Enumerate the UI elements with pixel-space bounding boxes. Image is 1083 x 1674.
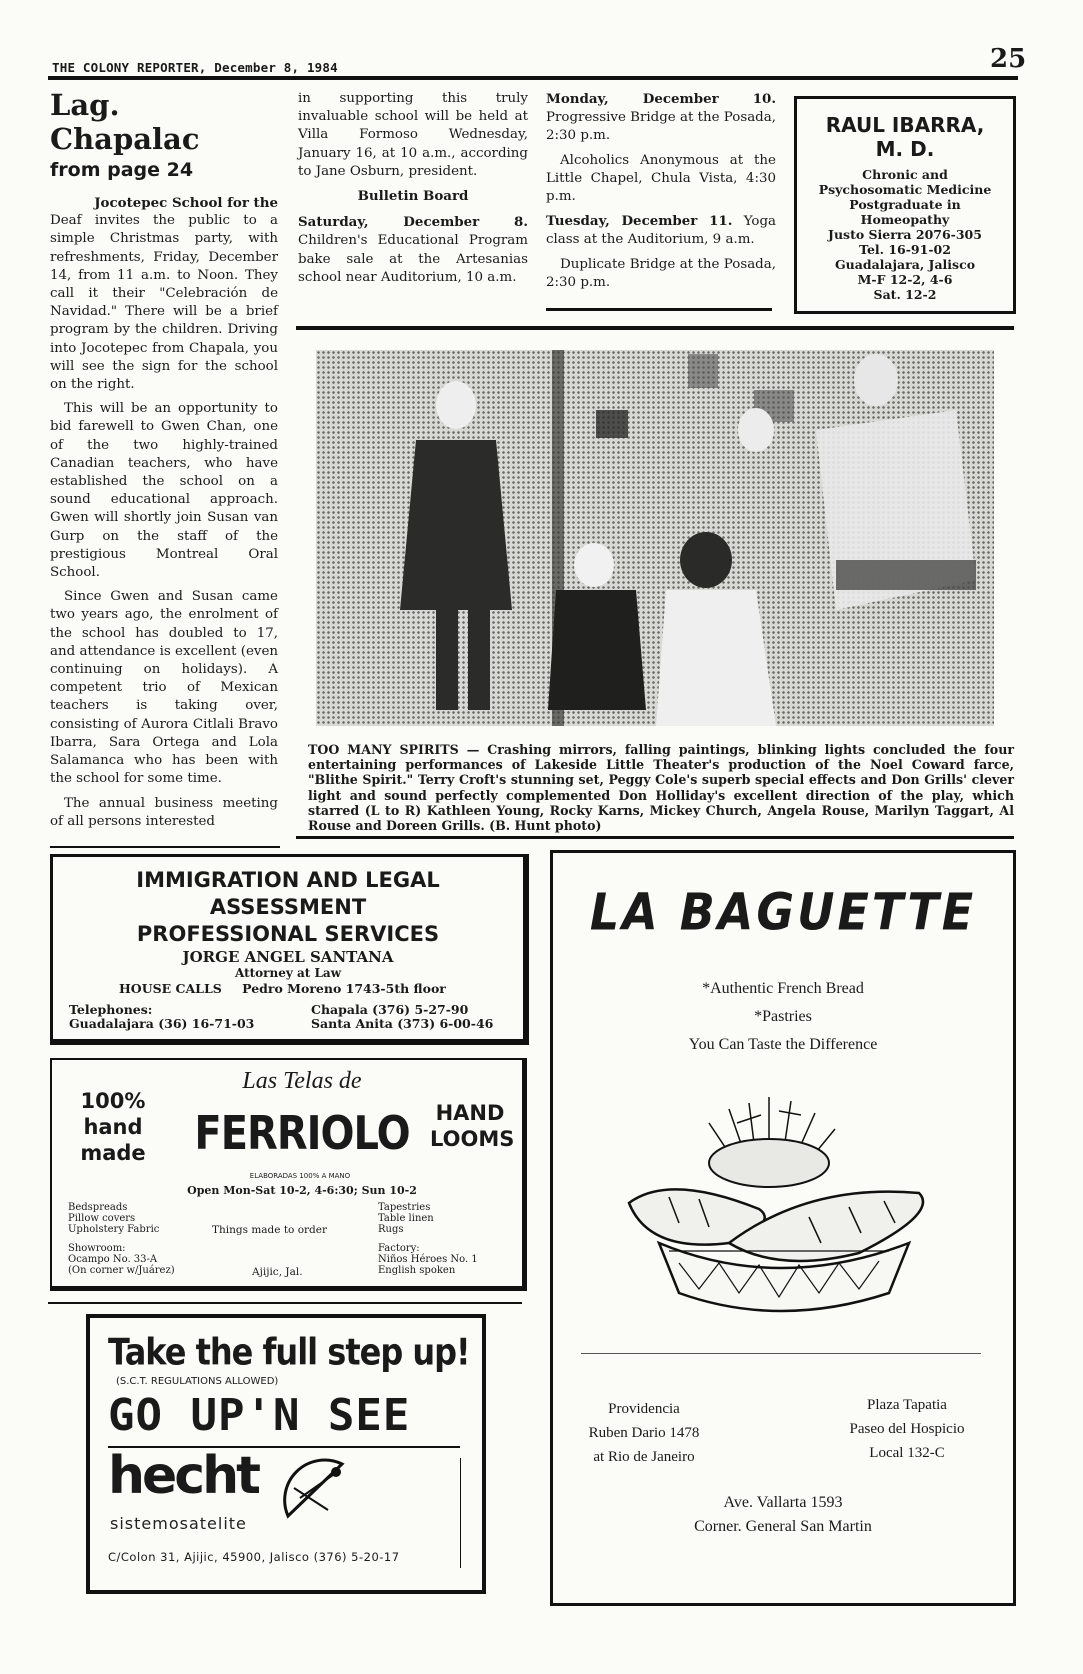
tuesday-body: Yoga class at the Auditorium, 9 a.m. (546, 214, 776, 248)
ferriolo-city: Ajijic, Jal. (252, 1266, 303, 1278)
ad-immigration (50, 854, 529, 1045)
ferriolo-right2: LOOMS (430, 1127, 515, 1151)
article-chapalac (50, 88, 278, 837)
baguette-bottom1: Ave. Vallarta 1593 (723, 1494, 843, 1511)
ferriolo-col2-a: Tapestries (378, 1202, 431, 1213)
hecht-sub: sistemosatelite (110, 1514, 247, 1533)
ibarra-line6: Tel. 16-91-02 (859, 242, 951, 257)
photo-top-rule (296, 326, 1014, 330)
ferriolo-bottom-rule (48, 1302, 522, 1304)
phone-chapala: Chapala (376) 5-27-90 (311, 1002, 469, 1017)
caption-bottom-rule (296, 836, 1014, 839)
ibarra-line4: Homeopathy (860, 212, 950, 227)
monday-body: Progressive Bridge at the Posada, 2:30 p.m. (546, 110, 776, 144)
telephones-label: Telephones: (69, 1002, 153, 1017)
para3: Since Gwen and Susan came two years ago, the enrolment of the school has doubled to 17, and attendance is excellent (even continuing on holidays). A competent trio of Mexican teachers is taking over, consisting of Aurora Citlali Bravo Ibarra, Sara Ortega and Lola Salamanca who has been with the school for some time. (50, 589, 278, 787)
monday-lead: Monday, December 10. (546, 91, 776, 107)
baguette-left1: Providencia (608, 1401, 680, 1417)
ad-baguette (550, 850, 1016, 1606)
hecht-headline: Take the full step up! (108, 1330, 470, 1374)
bulletin-title: Bulletin Board (357, 188, 469, 205)
saturday-lead: Saturday, December 8. (298, 214, 528, 231)
hecht-side-rule (460, 1458, 461, 1568)
alcoholics: Alcoholics Anonymous at the Little Chapel, Chula Vista, 4:30 p.m. (546, 152, 776, 205)
phone-gdl: Guadalajara (36) 16-71-03 (69, 1016, 255, 1031)
baguette-brand: LA BAGUETTE (589, 882, 977, 942)
baguette-line3: You Can Taste the Difference (688, 1036, 878, 1053)
ferriolo-hours: Open Mon-Sat 10-2, 4-6:30; Sun 10-2 (187, 1184, 417, 1197)
ibarra-line7: Guadalajara, Jalisco (834, 257, 976, 272)
baguette-left2: Ruben Dario 1478 (588, 1425, 700, 1441)
masthead: THE COLONY REPORTER, December 8, 1984 (52, 60, 338, 75)
article-right (546, 90, 776, 298)
ibarra-line3: Postgraduate in (849, 197, 961, 212)
immigration-line3: PROFESSIONAL SERVICES (136, 922, 440, 946)
immigration-name: JORGE ANGEL SANTANA (182, 948, 394, 966)
ibarra-line1: Chronic and (862, 167, 948, 182)
immigration-title: Attorney at Law (234, 966, 342, 980)
baguette-line1: *Authentic French Bread (702, 980, 864, 997)
ferriolo-showroom1: Ocampo No. 33-A (68, 1254, 158, 1265)
para2: This will be an opportunity to bid farewell to Gwen Chan, one of the two highly-trained Canadian teachers, who have established the school on a sound educational approach. Gwen will shortly join Susan van Gurp on the staff of the prestigious Montreal Oral School. (50, 401, 278, 581)
middle-para: in supporting this truly invaluable school will be held at Villa Formoso Wednesday, January 16, at 10 a.m., according to Jane Osburn, president. (298, 91, 528, 179)
ferriolo-factory2: English spoken (378, 1265, 456, 1276)
ibarra-title: M. D. (875, 137, 935, 161)
article-middle (298, 90, 528, 287)
baguette-line2: *Pastries (754, 1008, 812, 1025)
ferriolo-col1-c: Upholstery Fabric (68, 1224, 160, 1235)
immigration-line1: IMMIGRATION AND LEGAL (136, 868, 440, 892)
ferriolo-brand: FERRIOLO (194, 1107, 410, 1161)
ferriolo-col1-a: Bedspreads (68, 1202, 128, 1213)
ferriolo-showroom-label: Showroom: (68, 1243, 126, 1254)
hecht-brand: hecht (108, 1446, 258, 1506)
ad-ferriolo (50, 1058, 527, 1291)
ferriolo-left2: hand (83, 1115, 143, 1139)
ferriolo-showroom2: (On corner w/Juárez) (68, 1265, 175, 1276)
bread-basket-icon (609, 1093, 949, 1333)
photo-caption: TOO MANY SPIRITS — Crashing mirrors, falling paintings, blinking lights concluded the four entertaining performances of Lakeside Little Theater's production of the Noel Coward farce, "Blithe Spirit." Terry Croft's stunning set, Peggy Cole's superb special effects and Don Grills' clever light and sound perfectly complemented Don Holliday's excellent direction of the play, which starred (L to R) Kathleen Young, Rocky Karns, Mickey Church, Angela Rouse, Marilyn Taggart, Al Rouse and Doreen Grills. (B. Hunt photo) (308, 742, 1014, 834)
ibarra-line8: M-F 12-2, 4-6 (857, 272, 953, 287)
hecht-slogan: GO UP'N SEE (108, 1390, 411, 1441)
ferriolo-col2-c: Rugs (378, 1224, 404, 1235)
baguette-right2: Paseo del Hospicio (849, 1421, 965, 1437)
baguette-right1: Plaza Tapatia (867, 1397, 947, 1413)
left-col-rule (50, 846, 280, 848)
ibarra-name: RAUL IBARRA, (825, 113, 985, 137)
headline: Lag. Chapalac (50, 88, 200, 156)
para1-lead: Jocotepec School for the (94, 195, 278, 211)
ferriolo-left1: 100% (80, 1089, 146, 1113)
ferriolo-order: Things made to order (212, 1224, 327, 1236)
ferriolo-right1: HAND (435, 1101, 505, 1125)
page-number: 25 (990, 44, 1027, 74)
ferriolo-left3: made (80, 1141, 146, 1165)
hecht-sct: (S.C.T. REGULATIONS ALLOWED) (116, 1376, 279, 1387)
ferriolo-factory1: Niños Héroes No. 1 (378, 1254, 478, 1265)
saturday-body: Children's Educational Program bake sale at the Artesanias school near Auditorium, 10 a.m. (298, 233, 528, 285)
house-calls: HOUSE CALLS (119, 981, 222, 996)
ferriolo-script: Las Telas de (242, 1068, 362, 1094)
phone-santa-anita: Santa Anita (373) 6-00-46 (311, 1016, 494, 1031)
photo-figures (316, 350, 994, 726)
para1: Deaf invites the public to a simple Christmas party, with refreshments, Friday, December 14, from 11 a.m. to Noon. They call it their "Celebración de Navidad." There will be a brief program by the children. Driving into Jocotepec from Chapala, you will see the sign for the school on the right. (50, 213, 278, 393)
subhead: from page 24 (50, 159, 194, 181)
ferriolo-factory-label: Factory: (378, 1243, 420, 1254)
ferriolo-col2-b: Table linen (378, 1213, 434, 1224)
ibarra-line5: Justo Sierra 2076-305 (828, 227, 982, 242)
baguette-divider (581, 1353, 981, 1354)
right-col-rule (546, 308, 772, 311)
ibarra-line9: Sat. 12-2 (873, 287, 937, 302)
duplicate-bridge: Duplicate Bridge at the Posada, 2:30 p.m. (546, 256, 776, 290)
tuesday-lead: Tuesday, December 11. (546, 213, 733, 230)
header-rule (48, 76, 1018, 80)
hecht-address: C/Colon 31, Ajijic, 45900, Jalisco (376) 5-20-17 (108, 1550, 400, 1564)
ad-ibarra (794, 96, 1016, 314)
ad-hecht (86, 1314, 486, 1594)
para4: The annual business meeting of all persons interested (50, 795, 278, 829)
baguette-right3: Local 132-C (869, 1445, 945, 1461)
immigration-address: Pedro Moreno 1743-5th floor (242, 981, 446, 996)
theater-photo (316, 350, 994, 726)
baguette-bottom2: Corner. General San Martin (694, 1518, 872, 1535)
ferriolo-col1-b: Pillow covers (68, 1213, 136, 1224)
immigration-line2: ASSESSMENT (209, 895, 367, 919)
baguette-left3: at Rio de Janeiro (593, 1449, 695, 1465)
satellite-dish-icon (280, 1458, 360, 1524)
ferriolo-tagline: ELABORADAS 100% A MANO (249, 1172, 351, 1180)
ibarra-line2: Psychosomatic Medicine (818, 182, 992, 197)
